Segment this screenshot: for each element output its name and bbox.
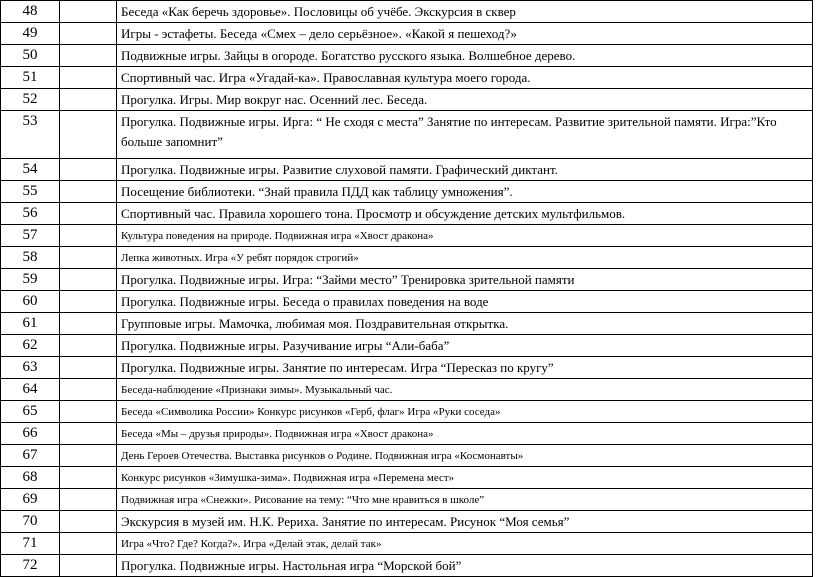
row-number: 61 — [1, 313, 60, 335]
row-number: 51 — [1, 67, 60, 89]
activity-description: Прогулка. Подвижные игры. Занятие по интересам. Игра “Пересказ по кругу” — [117, 357, 813, 379]
empty-cell — [60, 181, 117, 203]
activity-description: Беседа-наблюдение «Признаки зимы». Музыкальный час. — [117, 379, 813, 401]
empty-cell — [60, 1, 117, 23]
empty-cell — [60, 67, 117, 89]
activity-description: День Героев Отечества. Выставка рисунков о Родине. Подвижная игра «Космонавты» — [117, 445, 813, 467]
activity-description: Прогулка. Подвижные игры. Беседа о правилах поведения на воде — [117, 291, 813, 313]
empty-cell — [60, 89, 117, 111]
row-number: 50 — [1, 45, 60, 67]
empty-cell — [60, 401, 117, 423]
table-row — [1, 89, 813, 111]
table-row — [1, 67, 813, 89]
table-row — [1, 423, 813, 445]
row-number: 52 — [1, 89, 60, 111]
activity-description: Прогулка. Подвижные игры. Ирга: “ Не сходя с места” Занятие по интересам. Развитие зрительной памяти. Игра:”Кто больше запомнит” — [117, 111, 813, 159]
row-number: 53 — [1, 111, 60, 159]
empty-cell — [60, 269, 117, 291]
row-number: 67 — [1, 445, 60, 467]
row-number: 64 — [1, 379, 60, 401]
table-row — [1, 247, 813, 269]
row-number: 49 — [1, 23, 60, 45]
empty-cell — [60, 45, 117, 67]
row-number: 69 — [1, 489, 60, 511]
empty-cell — [60, 511, 117, 533]
activity-description: Беседа «Мы – друзья природы». Подвижная игра «Хвост дракона» — [117, 423, 813, 445]
table-row — [1, 269, 813, 291]
activity-description: Игра «Что? Где? Когда?». Игра «Делай этак, делай так» — [117, 533, 813, 555]
table-row — [1, 401, 813, 423]
activity-description: Подвижные игры. Зайцы в огороде. Богатство русского языка. Волшебное дерево. — [117, 45, 813, 67]
empty-cell — [60, 467, 117, 489]
activity-description: Спортивный час. Игра «Угадай-ка». Православная культура моего города. — [117, 67, 813, 89]
table-row — [1, 357, 813, 379]
activity-description: Подвижная игра «Снежки». Рисование на тему: “Что мне нравиться в школе” — [117, 489, 813, 511]
empty-cell — [60, 203, 117, 225]
row-number: 68 — [1, 467, 60, 489]
row-number: 71 — [1, 533, 60, 555]
row-number: 72 — [1, 555, 60, 577]
empty-cell — [60, 225, 117, 247]
activity-description: Посещение библиотеки. “Знай правила ПДД как таблицу умножения”. — [117, 181, 813, 203]
activity-description: Прогулка. Подвижные игры. Настольная игра “Морской бой” — [117, 555, 813, 577]
table-row — [1, 467, 813, 489]
activity-description: Прогулка. Подвижные игры. Разучивание игры “Али-баба” — [117, 335, 813, 357]
activity-description: Прогулка. Игры. Мир вокруг нас. Осенний лес. Беседа. — [117, 89, 813, 111]
row-number: 59 — [1, 269, 60, 291]
table-row — [1, 159, 813, 181]
row-number: 55 — [1, 181, 60, 203]
table-row — [1, 489, 813, 511]
activity-description: Лепка животных. Игра «У ребят порядок строгий» — [117, 247, 813, 269]
empty-cell — [60, 313, 117, 335]
empty-cell — [60, 335, 117, 357]
row-number: 48 — [1, 1, 60, 23]
table-row — [1, 313, 813, 335]
table-row — [1, 335, 813, 357]
table-row — [1, 1, 813, 23]
row-number: 58 — [1, 247, 60, 269]
empty-cell — [60, 489, 117, 511]
activity-description: Спортивный час. Правила хорошего тона. Просмотр и обсуждение детских мультфильмов. — [117, 203, 813, 225]
table-row — [1, 533, 813, 555]
row-number: 56 — [1, 203, 60, 225]
empty-cell — [60, 159, 117, 181]
activity-description: Беседа «Символика России» Конкурс рисунков «Герб, флаг» Игра «Руки соседа» — [117, 401, 813, 423]
empty-cell — [60, 357, 117, 379]
activity-description: Культура поведения на природе. Подвижная игра «Хвост дракона» — [117, 225, 813, 247]
row-number: 70 — [1, 511, 60, 533]
activity-description: Беседа «Как беречь здоровье». Пословицы об учёбе. Экскурсия в сквер — [117, 1, 813, 23]
table-row — [1, 445, 813, 467]
empty-cell — [60, 111, 117, 159]
empty-cell — [60, 247, 117, 269]
table-row — [1, 203, 813, 225]
schedule-table-body — [1, 1, 813, 577]
row-number: 62 — [1, 335, 60, 357]
empty-cell — [60, 555, 117, 577]
table-row — [1, 181, 813, 203]
table-row — [1, 291, 813, 313]
table-row — [1, 511, 813, 533]
row-number: 66 — [1, 423, 60, 445]
empty-cell — [60, 291, 117, 313]
empty-cell — [60, 379, 117, 401]
activity-description: Прогулка. Подвижные игры. Игра: “Займи место” Тренировка зрительной памяти — [117, 269, 813, 291]
table-row — [1, 555, 813, 577]
empty-cell — [60, 445, 117, 467]
activity-description: Конкурс рисунков «Зимушка-зима». Подвижная игра «Перемена мест» — [117, 467, 813, 489]
row-number: 54 — [1, 159, 60, 181]
table-row — [1, 23, 813, 45]
empty-cell — [60, 23, 117, 45]
table-row — [1, 379, 813, 401]
activity-description: Экскурсия в музей им. Н.К. Рериха. Занятие по интересам. Рисунок “Моя семья” — [117, 511, 813, 533]
table-row — [1, 225, 813, 247]
table-row — [1, 45, 813, 67]
empty-cell — [60, 423, 117, 445]
table-row — [1, 111, 813, 159]
row-number: 63 — [1, 357, 60, 379]
row-number: 60 — [1, 291, 60, 313]
row-number: 65 — [1, 401, 60, 423]
activity-description: Групповые игры. Мамочка, любимая моя. Поздравительная открытка. — [117, 313, 813, 335]
empty-cell — [60, 533, 117, 555]
activity-description: Прогулка. Подвижные игры. Развитие слуховой памяти. Графический диктант. — [117, 159, 813, 181]
row-number: 57 — [1, 225, 60, 247]
activity-description: Игры - эстафеты. Беседа «Смех – дело серьёзное». «Какой я пешеход?» — [117, 23, 813, 45]
